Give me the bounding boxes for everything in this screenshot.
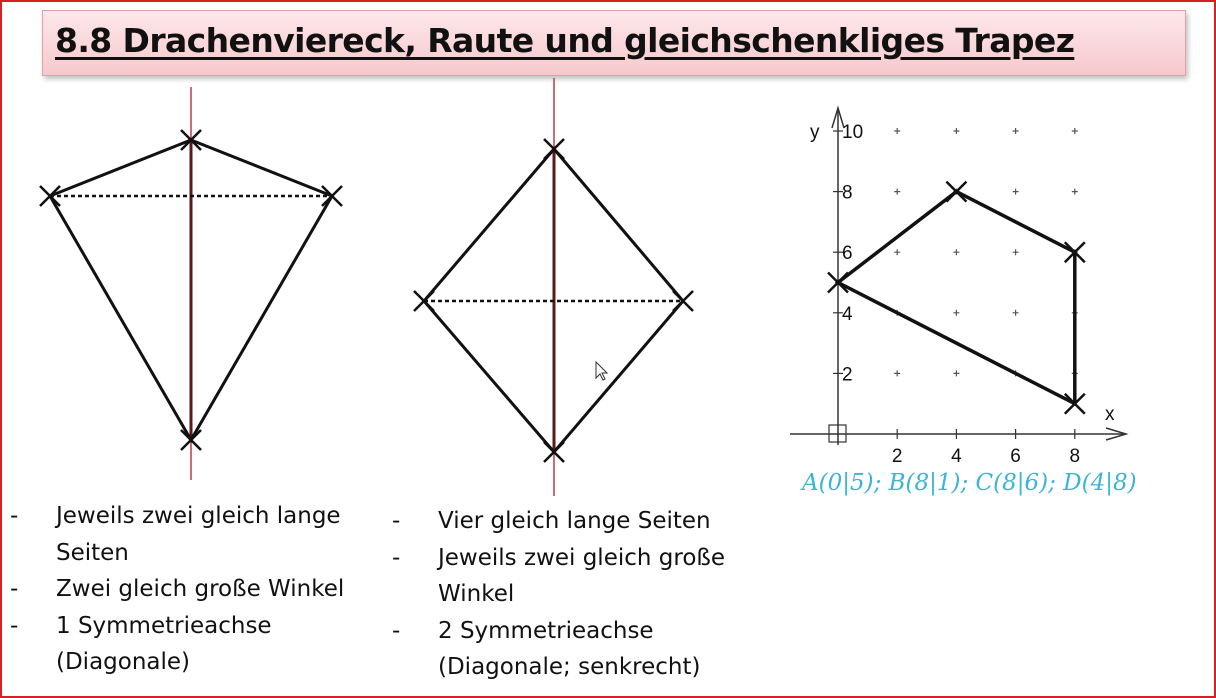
rhombus-property-item bbox=[392, 540, 792, 613]
grid-dot bbox=[894, 249, 900, 255]
kite-property-text: 1 Symmetrieachse (Diagonale) bbox=[56, 612, 272, 675]
bullet-dash: - bbox=[392, 508, 401, 534]
tick-labels bbox=[842, 122, 1080, 467]
kite-property-item bbox=[10, 608, 380, 681]
grid-dots bbox=[894, 128, 1078, 376]
rhombus-figure bbox=[414, 78, 693, 496]
rhombus-property-text: Vier gleich lange Seiten bbox=[438, 508, 711, 534]
grid-dot bbox=[953, 370, 959, 376]
y-tick-label: 4 bbox=[842, 303, 853, 325]
bullet-dash: - bbox=[10, 612, 19, 639]
point-d-marker bbox=[946, 182, 966, 202]
rhombus-property-item bbox=[392, 503, 792, 540]
y-tick-label: 2 bbox=[842, 364, 853, 386]
grid-dot bbox=[1013, 189, 1019, 195]
kite-properties-list bbox=[10, 498, 380, 681]
y-tick-label: 6 bbox=[842, 243, 853, 265]
bullet-dash: - bbox=[10, 503, 19, 529]
kite-property-text: Jeweils zwei gleich lange Seiten bbox=[56, 503, 341, 566]
bullet-dash: - bbox=[392, 617, 401, 644]
grid-dot bbox=[894, 189, 900, 195]
grid-dot bbox=[1013, 310, 1019, 316]
grid-dot bbox=[894, 128, 900, 134]
grid-dot bbox=[894, 370, 900, 376]
kite-property-item bbox=[10, 498, 380, 571]
rhombus-property-text: 2 Symmetrieachse (Diagonale; senkrecht) bbox=[438, 617, 701, 680]
mouse-cursor-icon bbox=[596, 362, 607, 380]
y-tick-label: 8 bbox=[842, 182, 853, 204]
point-coordinates: A(0|5); B(8|1); C(8|6); D(4|8) bbox=[802, 470, 1137, 496]
x-tick-label: 6 bbox=[1010, 446, 1021, 467]
x-tick-label: 4 bbox=[951, 446, 962, 467]
grid-dot bbox=[1013, 128, 1019, 134]
x-tick-label: 8 bbox=[1069, 446, 1081, 467]
axis-ticks bbox=[833, 131, 1075, 439]
y-axis-label: y bbox=[810, 122, 820, 143]
coordinate-plot bbox=[790, 108, 1126, 467]
rhombus-properties-list bbox=[392, 503, 792, 686]
bullet-dash: - bbox=[10, 576, 19, 602]
kite-property-text: Zwei gleich große Winkel bbox=[56, 576, 345, 602]
grid-dot bbox=[953, 128, 959, 134]
grid-dot bbox=[953, 249, 959, 255]
page-title: 8.8 Drachenviereck, Raute und gleichschenkliges Trapez bbox=[55, 21, 1075, 60]
kite-figure bbox=[40, 87, 342, 480]
grid-dot bbox=[1072, 128, 1078, 134]
grid-dot bbox=[1072, 189, 1078, 195]
y-tick-label: 10 bbox=[842, 122, 864, 143]
x-tick-label: 2 bbox=[891, 446, 903, 467]
rhombus-property-text: Jeweils zwei gleich große Winkel bbox=[438, 544, 726, 607]
kite-property-item bbox=[10, 571, 380, 608]
x-axis-label: x bbox=[1105, 404, 1115, 425]
grid-dot bbox=[1013, 249, 1019, 255]
grid-dot bbox=[953, 310, 959, 316]
bullet-dash: - bbox=[392, 544, 401, 571]
rhombus-property-item bbox=[392, 613, 792, 686]
